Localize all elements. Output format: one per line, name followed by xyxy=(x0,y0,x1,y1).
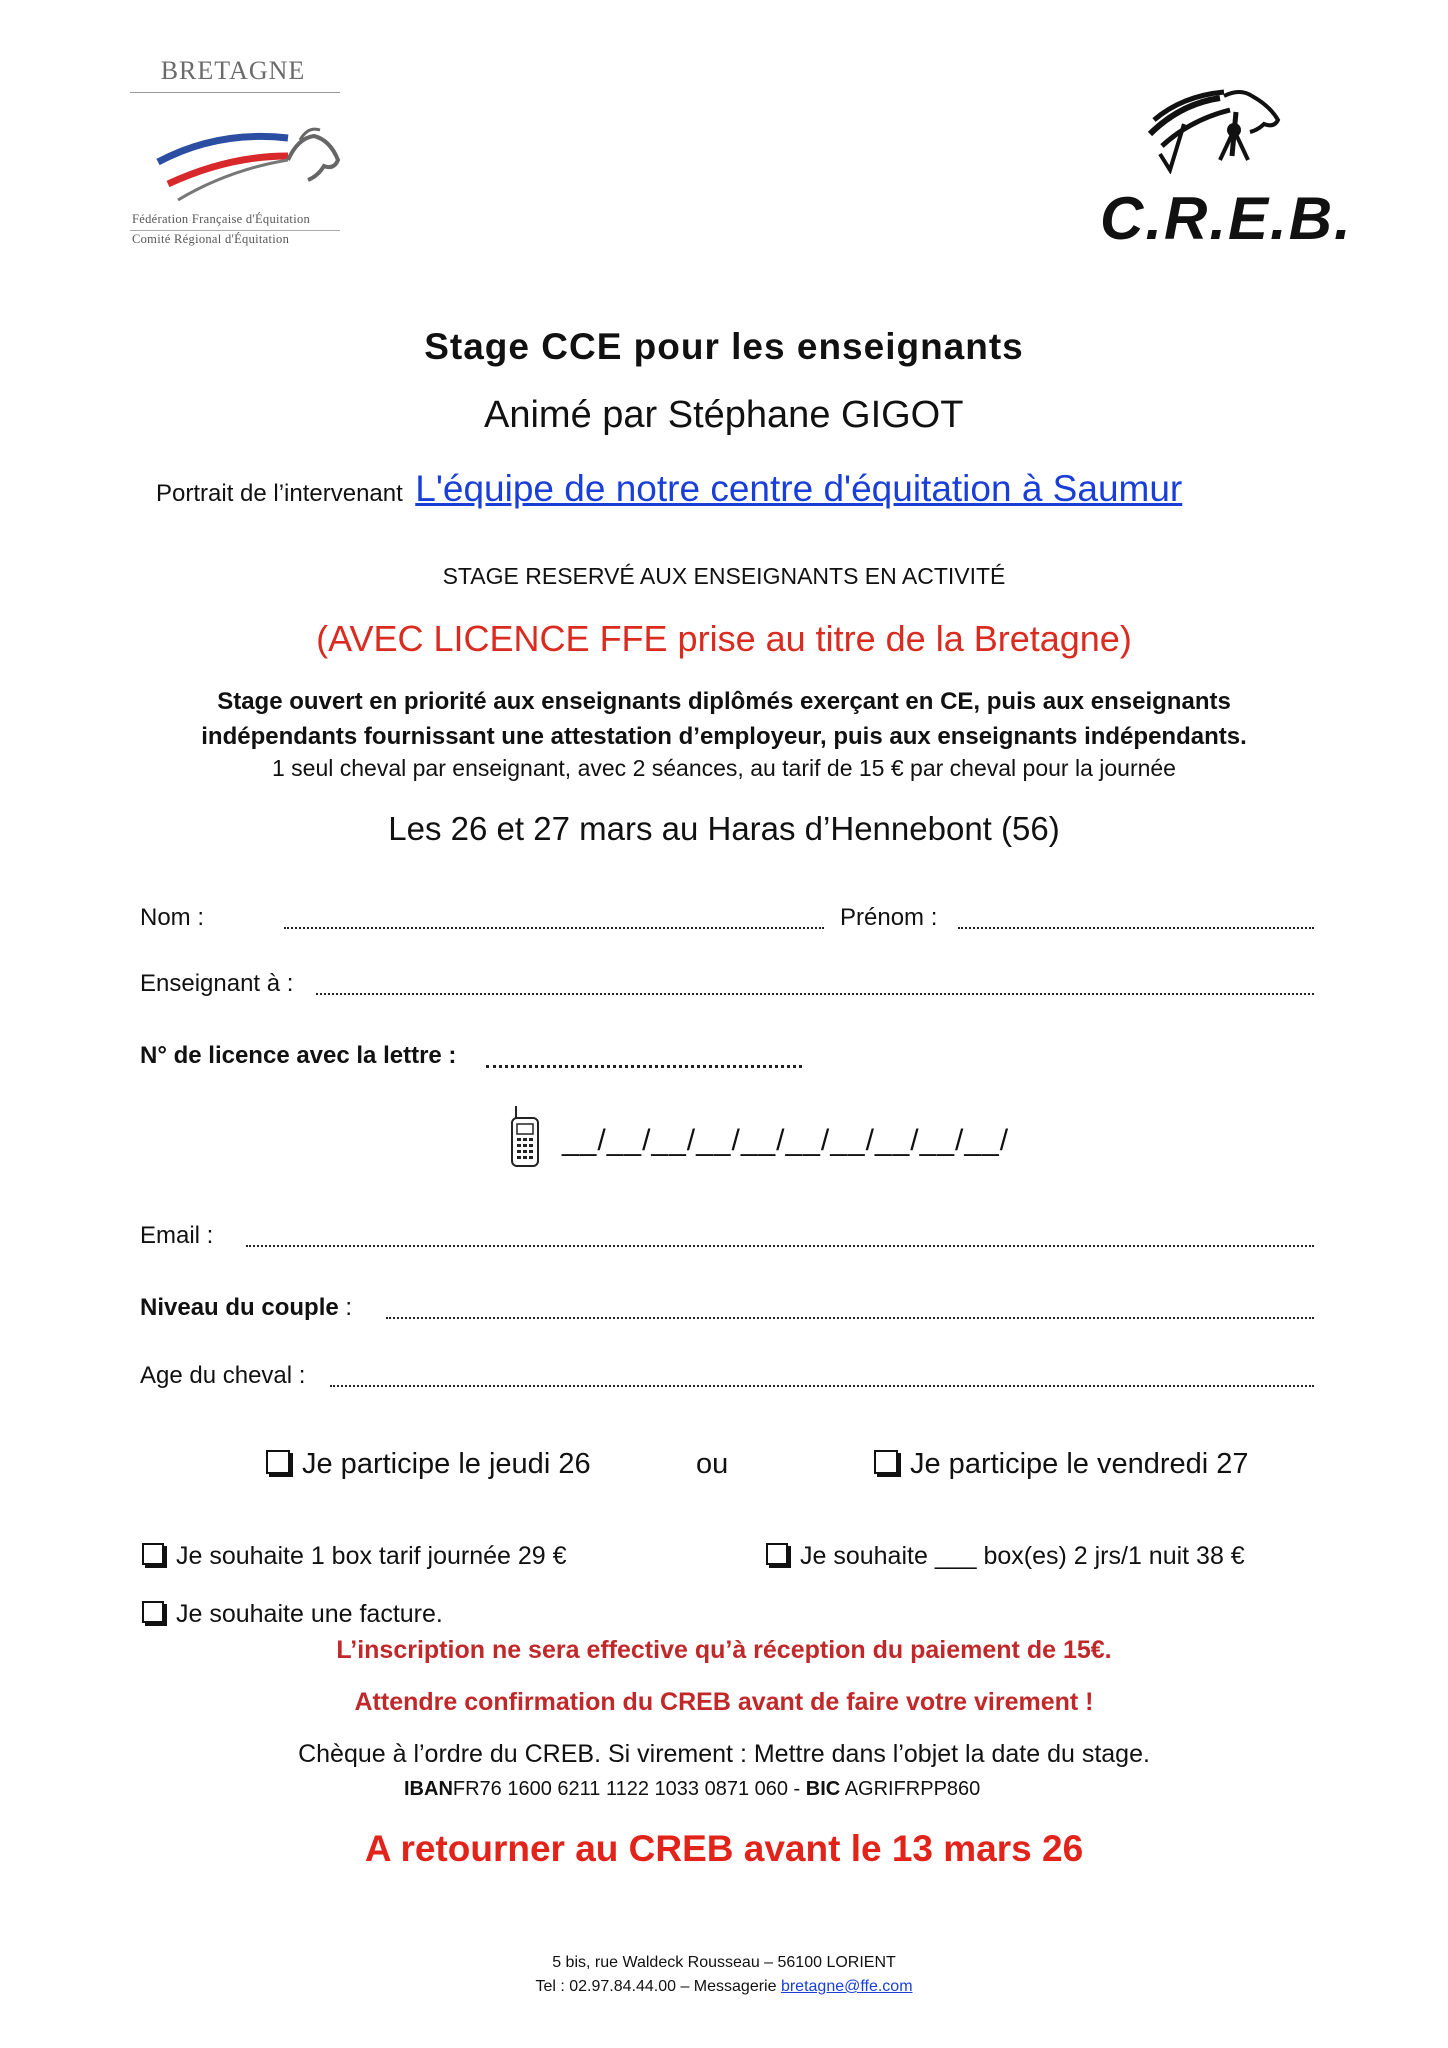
ffe-bretagne-logo xyxy=(128,56,344,256)
cheque-instructions: Chèque à l’ordre du CREB. Si virement : Mettre dans l’objet la date du stage. xyxy=(298,1740,1150,1768)
checkbox-icon[interactable] xyxy=(266,1450,290,1474)
logo-region: BRETAGNE xyxy=(160,56,306,85)
choice-ou: ou xyxy=(696,1448,729,1480)
creb-logo xyxy=(1100,84,1353,252)
confirmation-notice: Attendre confirmation du CREB avant de faire votre virement ! xyxy=(354,1688,1094,1716)
choice-facture[interactable] xyxy=(142,1600,443,1629)
logo-line-federation: Fédération Française d'Équitation xyxy=(132,212,311,226)
choice-box-journee[interactable] xyxy=(142,1542,567,1571)
prenom-label: Prénom : xyxy=(840,904,938,931)
age-field[interactable] xyxy=(330,1384,1314,1387)
portrait-row xyxy=(156,468,1182,510)
checkbox-icon[interactable] xyxy=(766,1543,788,1565)
footer-contact xyxy=(0,1978,1448,1996)
nom-field[interactable] xyxy=(284,926,824,929)
enseignant-field[interactable] xyxy=(316,992,1314,995)
niveau-label-row xyxy=(140,1294,352,1322)
return-deadline: A retourner au CREB avant le 13 mars 26 xyxy=(364,1828,1084,1869)
portrait-label: Portrait de l’intervenant xyxy=(156,480,403,507)
payment-notice: L’inscription ne sera effective qu’à réception du paiement de 15€. xyxy=(336,1636,1112,1664)
bic-label: BIC xyxy=(805,1778,841,1800)
bic-value: AGRIFRPP860 xyxy=(840,1778,981,1800)
enseignant-label: Enseignant à : xyxy=(140,970,294,997)
footer-tel: Tel : 02.97.84.44.00 – Messagerie xyxy=(535,1978,781,1995)
choice-jeudi-label: Je participe le jeudi 26 xyxy=(302,1448,591,1480)
page-title: Stage CCE pour les enseignants xyxy=(424,326,1024,367)
choice-vendredi[interactable] xyxy=(874,1448,1249,1481)
stage-dates: Les 26 et 27 mars au Haras d’Hennebont (56) xyxy=(388,810,1060,847)
choice-box-journee-label: Je souhaite 1 box tarif journée 29 € xyxy=(176,1542,567,1570)
phone-field[interactable]: __/__/__/__/__/__/__/__/__/__/ xyxy=(562,1124,1010,1157)
reserve-notice: STAGE RESERVÉ AUX ENSEIGNANTS EN ACTIVITÉ xyxy=(442,563,1006,589)
iban-label: IBAN xyxy=(404,1778,453,1800)
logo-line-comite: Comité Régional d'Équitation xyxy=(132,232,290,246)
licence-notice: (AVEC LICENCE FFE prise au titre de la Bretagne) xyxy=(316,618,1132,659)
checkbox-icon[interactable] xyxy=(874,1450,898,1474)
ffe-horse-icon xyxy=(148,100,348,210)
checkbox-icon[interactable] xyxy=(142,1601,164,1623)
priority-notice xyxy=(0,684,1448,754)
email-field[interactable] xyxy=(246,1244,1314,1247)
iban-value: FR76 1600 6211 1122 1033 0871 060 - xyxy=(452,1778,806,1800)
choice-vendredi-label: Je participe le vendredi 27 xyxy=(910,1448,1249,1480)
email-label: Email : xyxy=(140,1222,214,1249)
creb-horse-icon xyxy=(1140,84,1290,174)
footer-email-link[interactable]: bretagne@ffe.com xyxy=(780,1978,913,1995)
niveau-label: Niveau du couple xyxy=(140,1294,339,1321)
licence-label: N° de licence avec la lettre : xyxy=(140,1042,457,1069)
nom-label: Nom : xyxy=(140,904,205,931)
page-subtitle: Animé par Stéphane GIGOT xyxy=(484,394,964,436)
creb-logo-text: C.R.E.B. xyxy=(1100,185,1353,252)
niveau-field[interactable] xyxy=(386,1316,1314,1319)
choice-box-nuit-label: Je souhaite ___ box(es) 2 jrs/1 nuit 38 € xyxy=(800,1542,1245,1570)
age-label: Age du cheval : xyxy=(140,1362,306,1389)
priority-line-2: indépendants fournissant une attestation d’employeur, puis aux enseignants indépendants. xyxy=(201,723,1247,750)
bank-details xyxy=(404,1778,980,1801)
checkbox-icon[interactable] xyxy=(142,1543,164,1565)
horse-price-notice: 1 seul cheval par enseignant, avec 2 séances, au tarif de 15 € par cheval pour la journée xyxy=(272,755,1176,781)
choice-box-nuit[interactable] xyxy=(766,1542,1245,1571)
prenom-field[interactable] xyxy=(958,926,1314,929)
niveau-colon: : xyxy=(345,1294,353,1321)
choice-jeudi[interactable] xyxy=(266,1448,591,1481)
portrait-link[interactable]: L'équipe de notre centre d'équitation à Saumur xyxy=(415,468,1183,509)
footer-address: 5 bis, rue Waldeck Rousseau – 56100 LORIENT xyxy=(552,1954,896,1971)
licence-field[interactable] xyxy=(486,1064,802,1068)
priority-line-1: Stage ouvert en priorité aux enseignants diplômés exerçant en CE, puis aux enseignants xyxy=(217,688,1231,715)
mobile-phone-icon xyxy=(508,1104,542,1170)
choice-facture-label: Je souhaite une facture. xyxy=(176,1600,443,1628)
